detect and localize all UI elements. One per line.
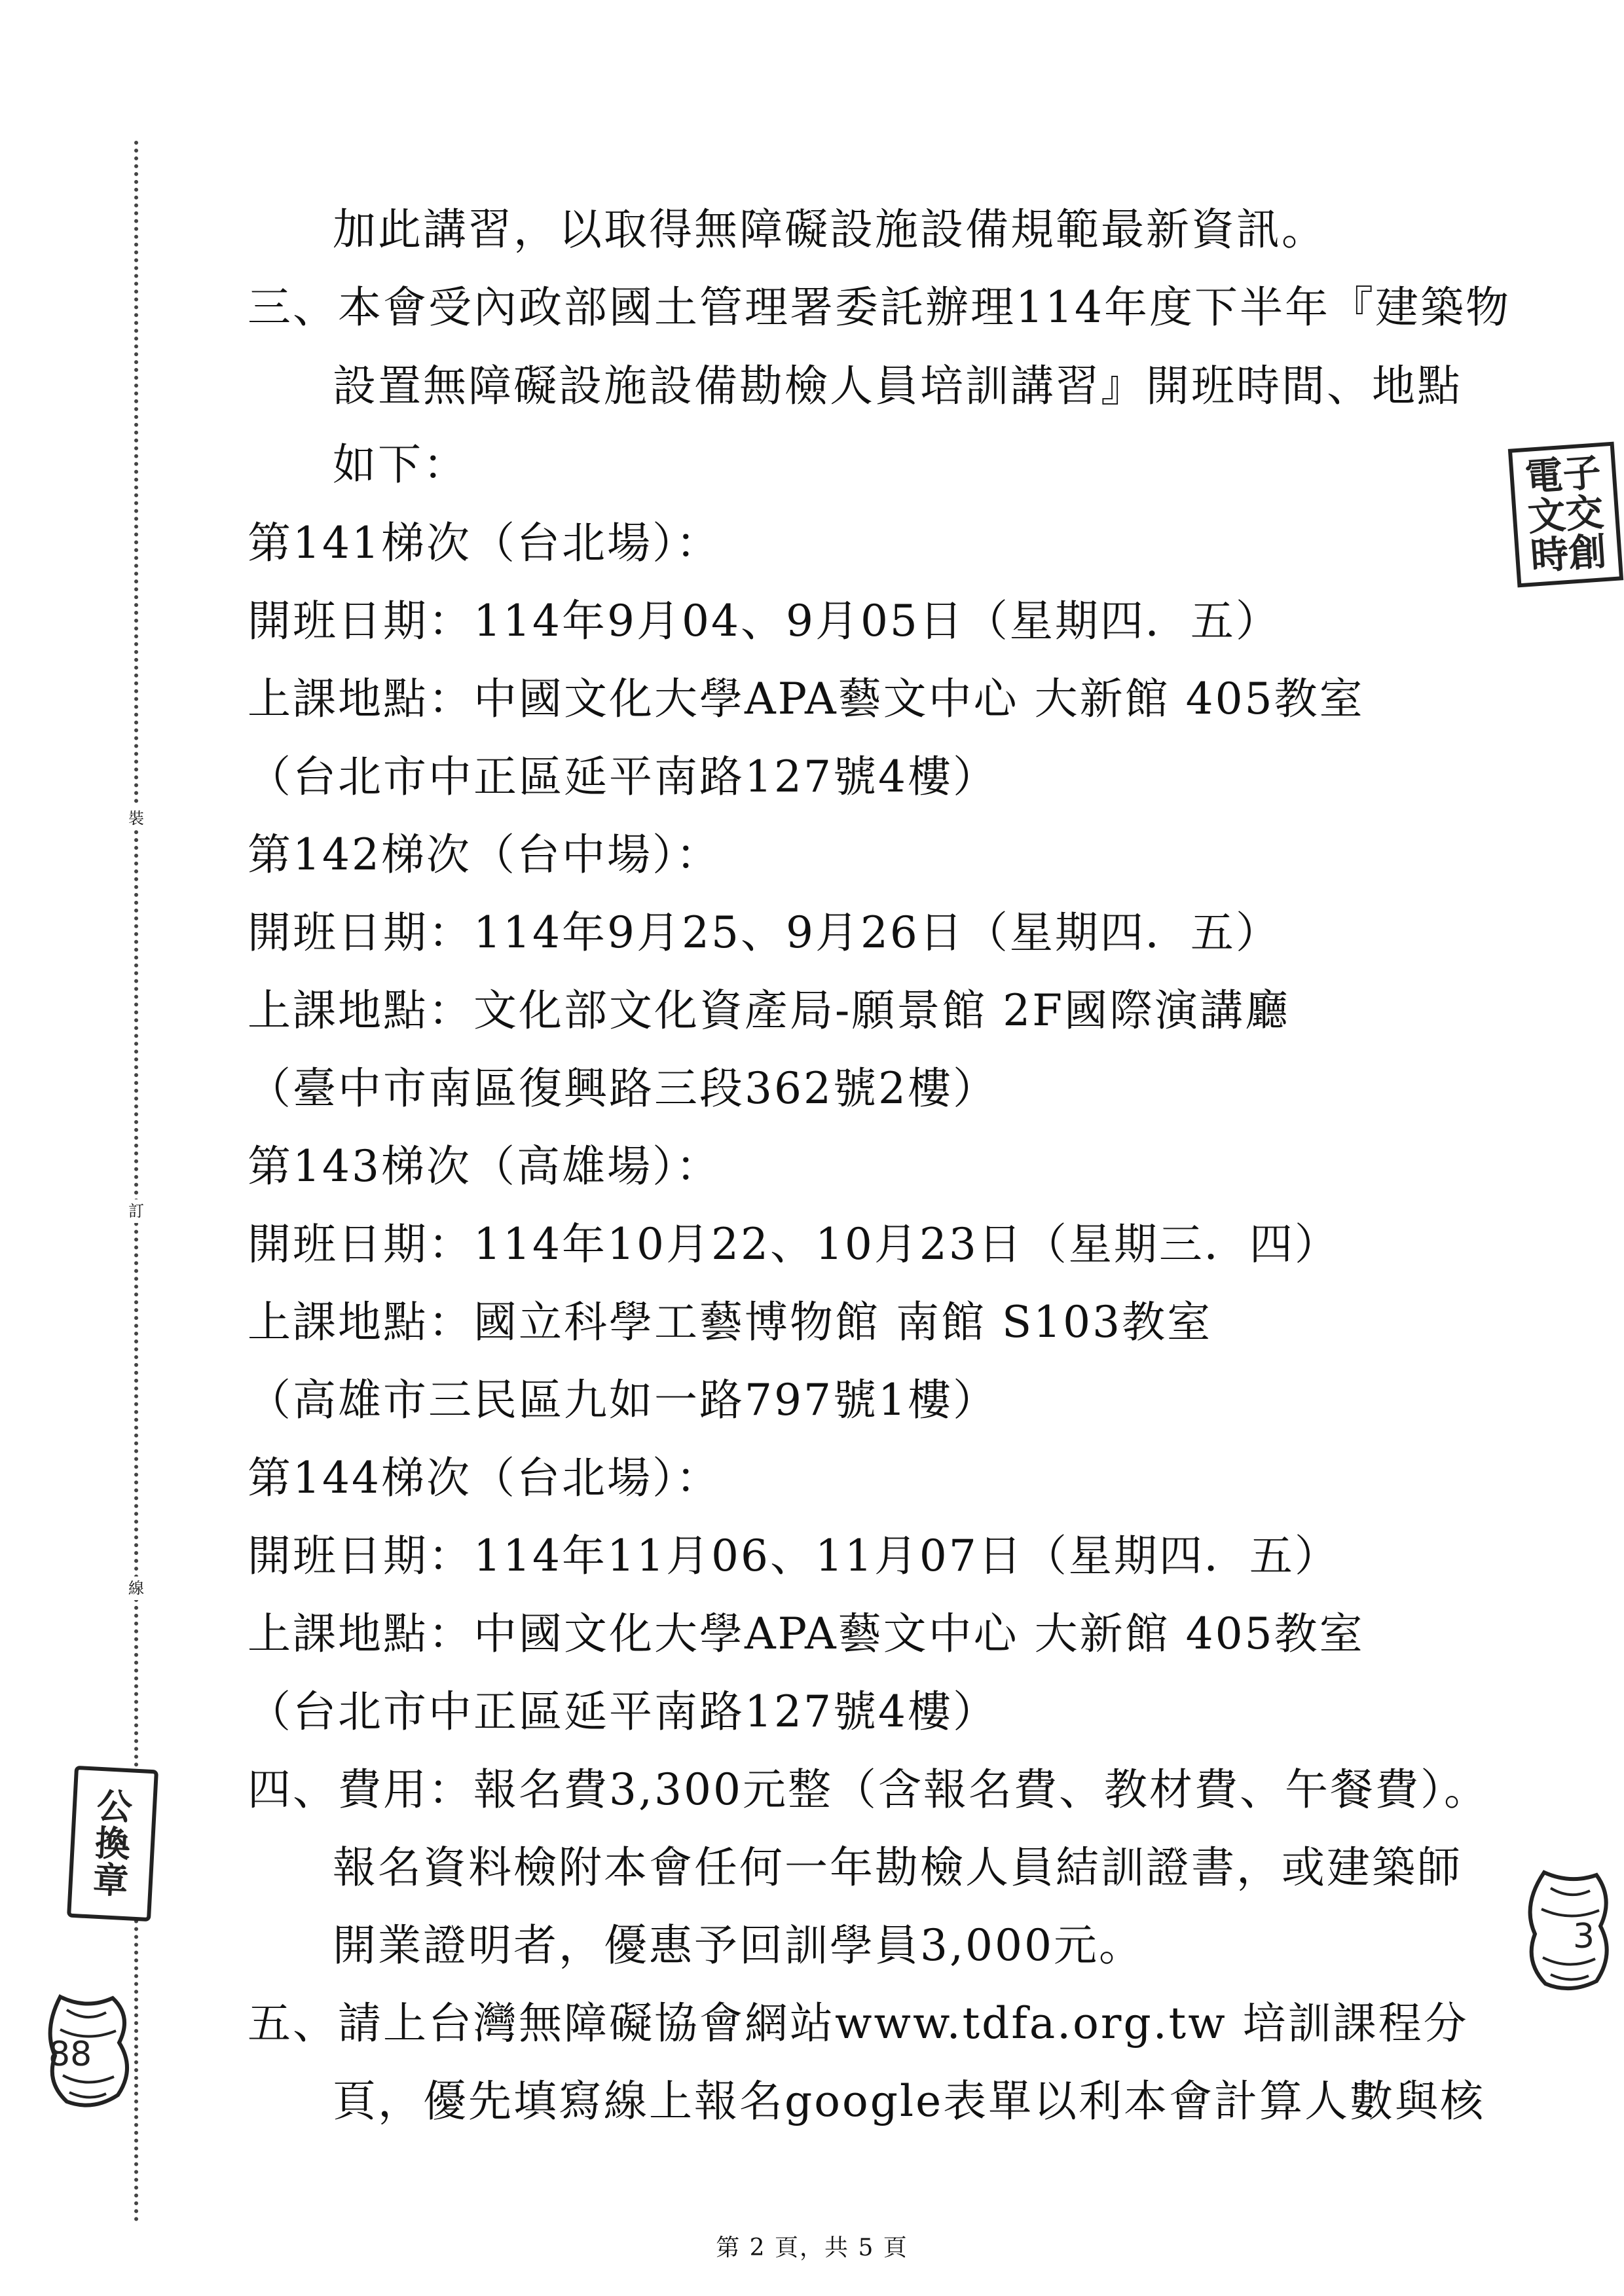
seal-text: 文交	[1526, 489, 1606, 539]
page-footer: 第 2 頁，共 5 頁	[716, 2234, 908, 2261]
doc-line: 頁，優先填寫線上報名google表單以利本會計算人數與核	[333, 2076, 1486, 2126]
doc-line: （高雄市三民區九如一路797號1樓）	[248, 1375, 998, 1425]
doc-line: 第143梯次（高雄場）：	[248, 1141, 721, 1192]
seal-text: 電子	[1523, 449, 1602, 500]
doc-line: 三、本會受內政部國土管理署委託辦理114年度下半年『建築物	[248, 282, 1511, 333]
doc-line: 設置無障礙設施設備勘檢人員培訓講習』開班時間、地點	[333, 361, 1462, 411]
doc-line: 上課地點：中國文化大學APA藝文中心 大新館 405教室	[248, 1609, 1365, 1659]
binding-mark-ding: 訂	[128, 1199, 144, 1223]
page-stamp-left-number: 88	[48, 2035, 92, 2074]
official-exchange-seal-stamp	[67, 1766, 158, 1922]
doc-line: 開班日期：114年11月06、11月07日（星期四．五）	[248, 1531, 1340, 1581]
doc-line: 報名資料檢附本會任何一年勘檢人員結訓證書，或建築師	[333, 1842, 1462, 1893]
page-stamp-right-number: 3	[1573, 1917, 1595, 1956]
electronic-seal-stamp	[1508, 442, 1623, 588]
doc-line: 開班日期：114年10月22、10月23日（星期三．四）	[248, 1219, 1340, 1269]
doc-line: （臺中市南區復興路三段362號2樓）	[248, 1063, 998, 1114]
doc-line: 第141梯次（台北場）：	[248, 518, 721, 568]
doc-line: 上課地點：國立科學工藝博物館 南館 S103教室	[248, 1297, 1213, 1347]
doc-line: 五、請上台灣無障礙協會網站www.tdfa.org.tw 培訓課程分	[248, 1998, 1469, 2049]
seal-text: 時創	[1528, 529, 1608, 579]
seal-text: 公	[96, 1784, 134, 1829]
binding-mark-xian: 線	[128, 1576, 144, 1600]
binding-mark-zhuang: 裝	[128, 807, 144, 830]
doc-line: 加此講習，以取得無障礙設施設備規範最新資訊。	[333, 204, 1327, 255]
doc-line: 開班日期：114年9月25、9月26日（星期四．五）	[248, 907, 1281, 958]
doc-line: 上課地點：文化部文化資產局-願景館 2F國際演講廳	[248, 985, 1291, 1036]
doc-line: 開班日期：114年9月04、9月05日（星期四．五）	[248, 596, 1281, 646]
seal-text: 章	[92, 1858, 130, 1903]
doc-line: 四、費用：報名費3,300元整（含報名費、教材費、午餐費）。	[248, 1764, 1489, 1815]
doc-line: 第142梯次（台中場）：	[248, 829, 721, 880]
seal-text: 換	[94, 1821, 132, 1866]
doc-line: （台北市中正區延平南路127號4樓）	[248, 1686, 998, 1737]
doc-line: 第144梯次（台北場）：	[248, 1453, 721, 1503]
doc-line: 如下：	[333, 439, 468, 490]
doc-line: 上課地點：中國文化大學APA藝文中心 大新館 405教室	[248, 674, 1365, 724]
doc-line: （台北市中正區延平南路127號4樓）	[248, 752, 998, 802]
page-stamp-right-icon	[1518, 1866, 1616, 1997]
doc-line: 開業證明者，優惠予回訓學員3,000元。	[333, 1920, 1144, 1971]
